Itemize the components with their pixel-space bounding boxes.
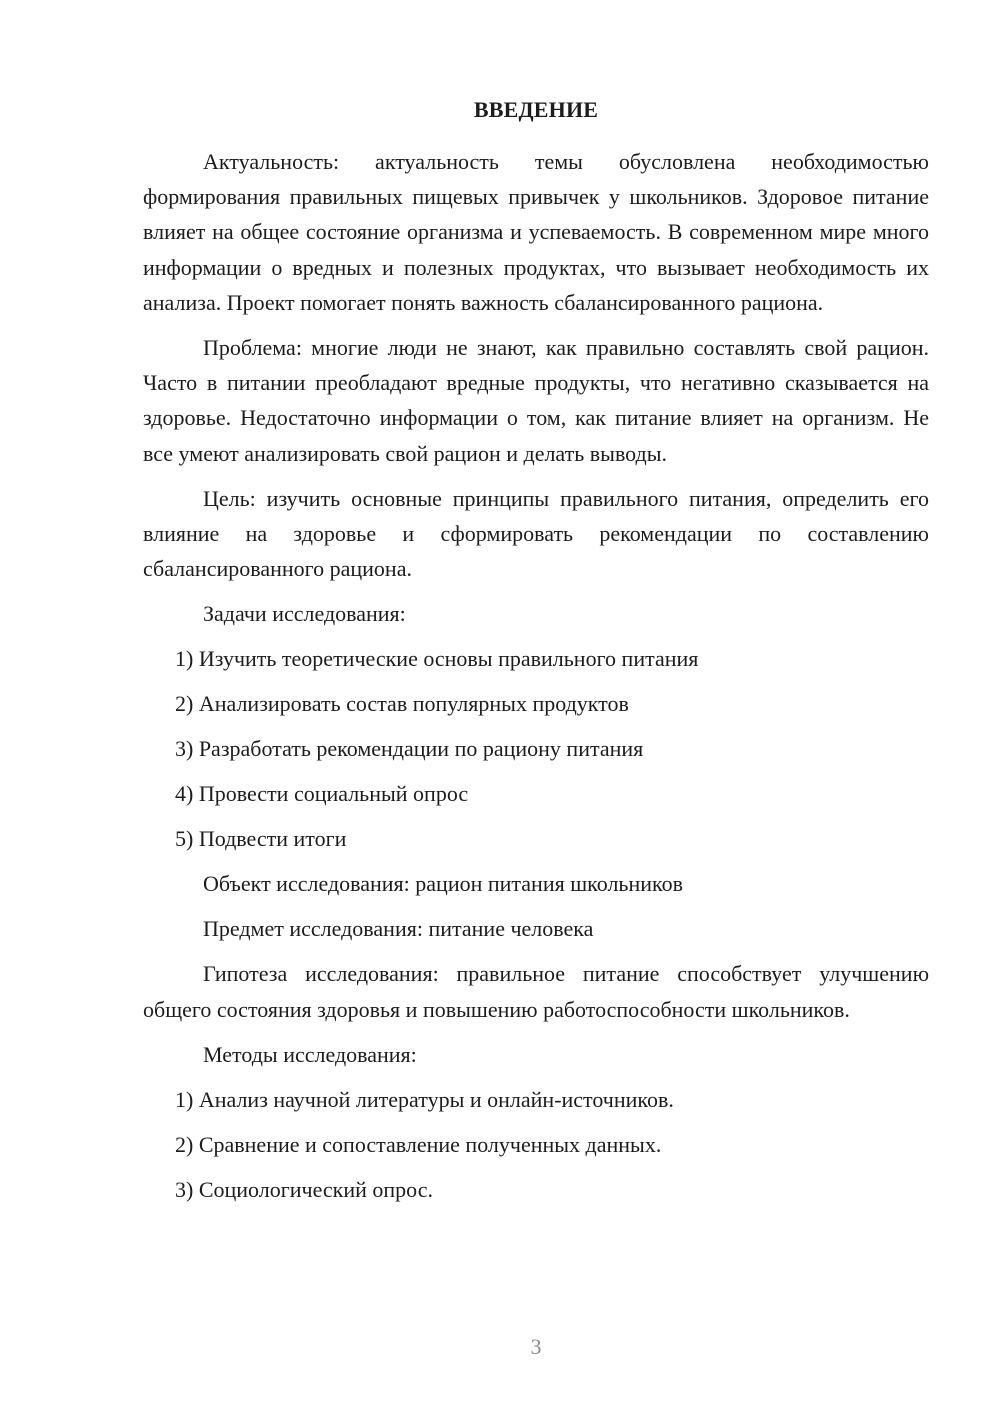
problem-paragraph: Проблема: многие люди не знают, как правильно составлять свой рацион. Часто в питании преобладают вредные продукты, что негативно сказывается на здоровье. Недостаточно информации о том, как питание влияет на организм. Не все умеют анализировать свой рацион и делать выводы.	[143, 335, 929, 466]
tasks-list	[143, 641, 929, 856]
goal-paragraph: Цель: изучить основные принципы правильного питания, определить его влияние на здоровье и сформировать рекомендации по составлению сбалансированного рациона.	[143, 485, 929, 582]
hypothesis-paragraph: Гипотеза исследования: правильное питание способствует улучшению общего состояния здоровья и повышению работоспособности школьников.	[143, 961, 929, 1022]
task-item: 5) Подвести итоги	[175, 826, 347, 852]
page-title: ВВЕДЕНИЕ	[473, 97, 599, 122]
document-page	[143, 94, 929, 1217]
task-item: 2) Анализировать состав популярных продуктов	[175, 691, 629, 717]
research-object: Объект исследования: рацион питания школьников	[203, 871, 683, 897]
method-item: 3) Социологический опрос.	[175, 1176, 433, 1202]
method-item: 2) Сравнение и сопоставление полученных данных.	[175, 1131, 662, 1157]
page-number: 3	[530, 1334, 542, 1359]
methods-heading: Методы исследования:	[203, 1041, 417, 1067]
methods-list	[143, 1082, 929, 1207]
method-item: 1) Анализ научной литературы и онлайн-источников.	[175, 1086, 674, 1112]
task-item: 3) Разработать рекомендации по рациону питания	[175, 736, 644, 762]
tasks-heading: Задачи исследования:	[203, 601, 406, 627]
task-item: 4) Провести социальный опрос	[175, 781, 469, 807]
task-item: 1) Изучить теоретические основы правильного питания	[175, 646, 699, 672]
relevance-paragraph: Актуальность: актуальность темы обусловлена необходимостью формирования правильных пищевых привычек у школьников. Здоровое питание влияет на общее состояние организма и успеваемость. В современном мире много информации о вредных и полезных продуктах, что вызывает необходимость их анализа. Проект помогает понять важность сбалансированного рациона.	[143, 149, 929, 315]
research-subject: Предмет исследования: питание человека	[203, 916, 594, 942]
